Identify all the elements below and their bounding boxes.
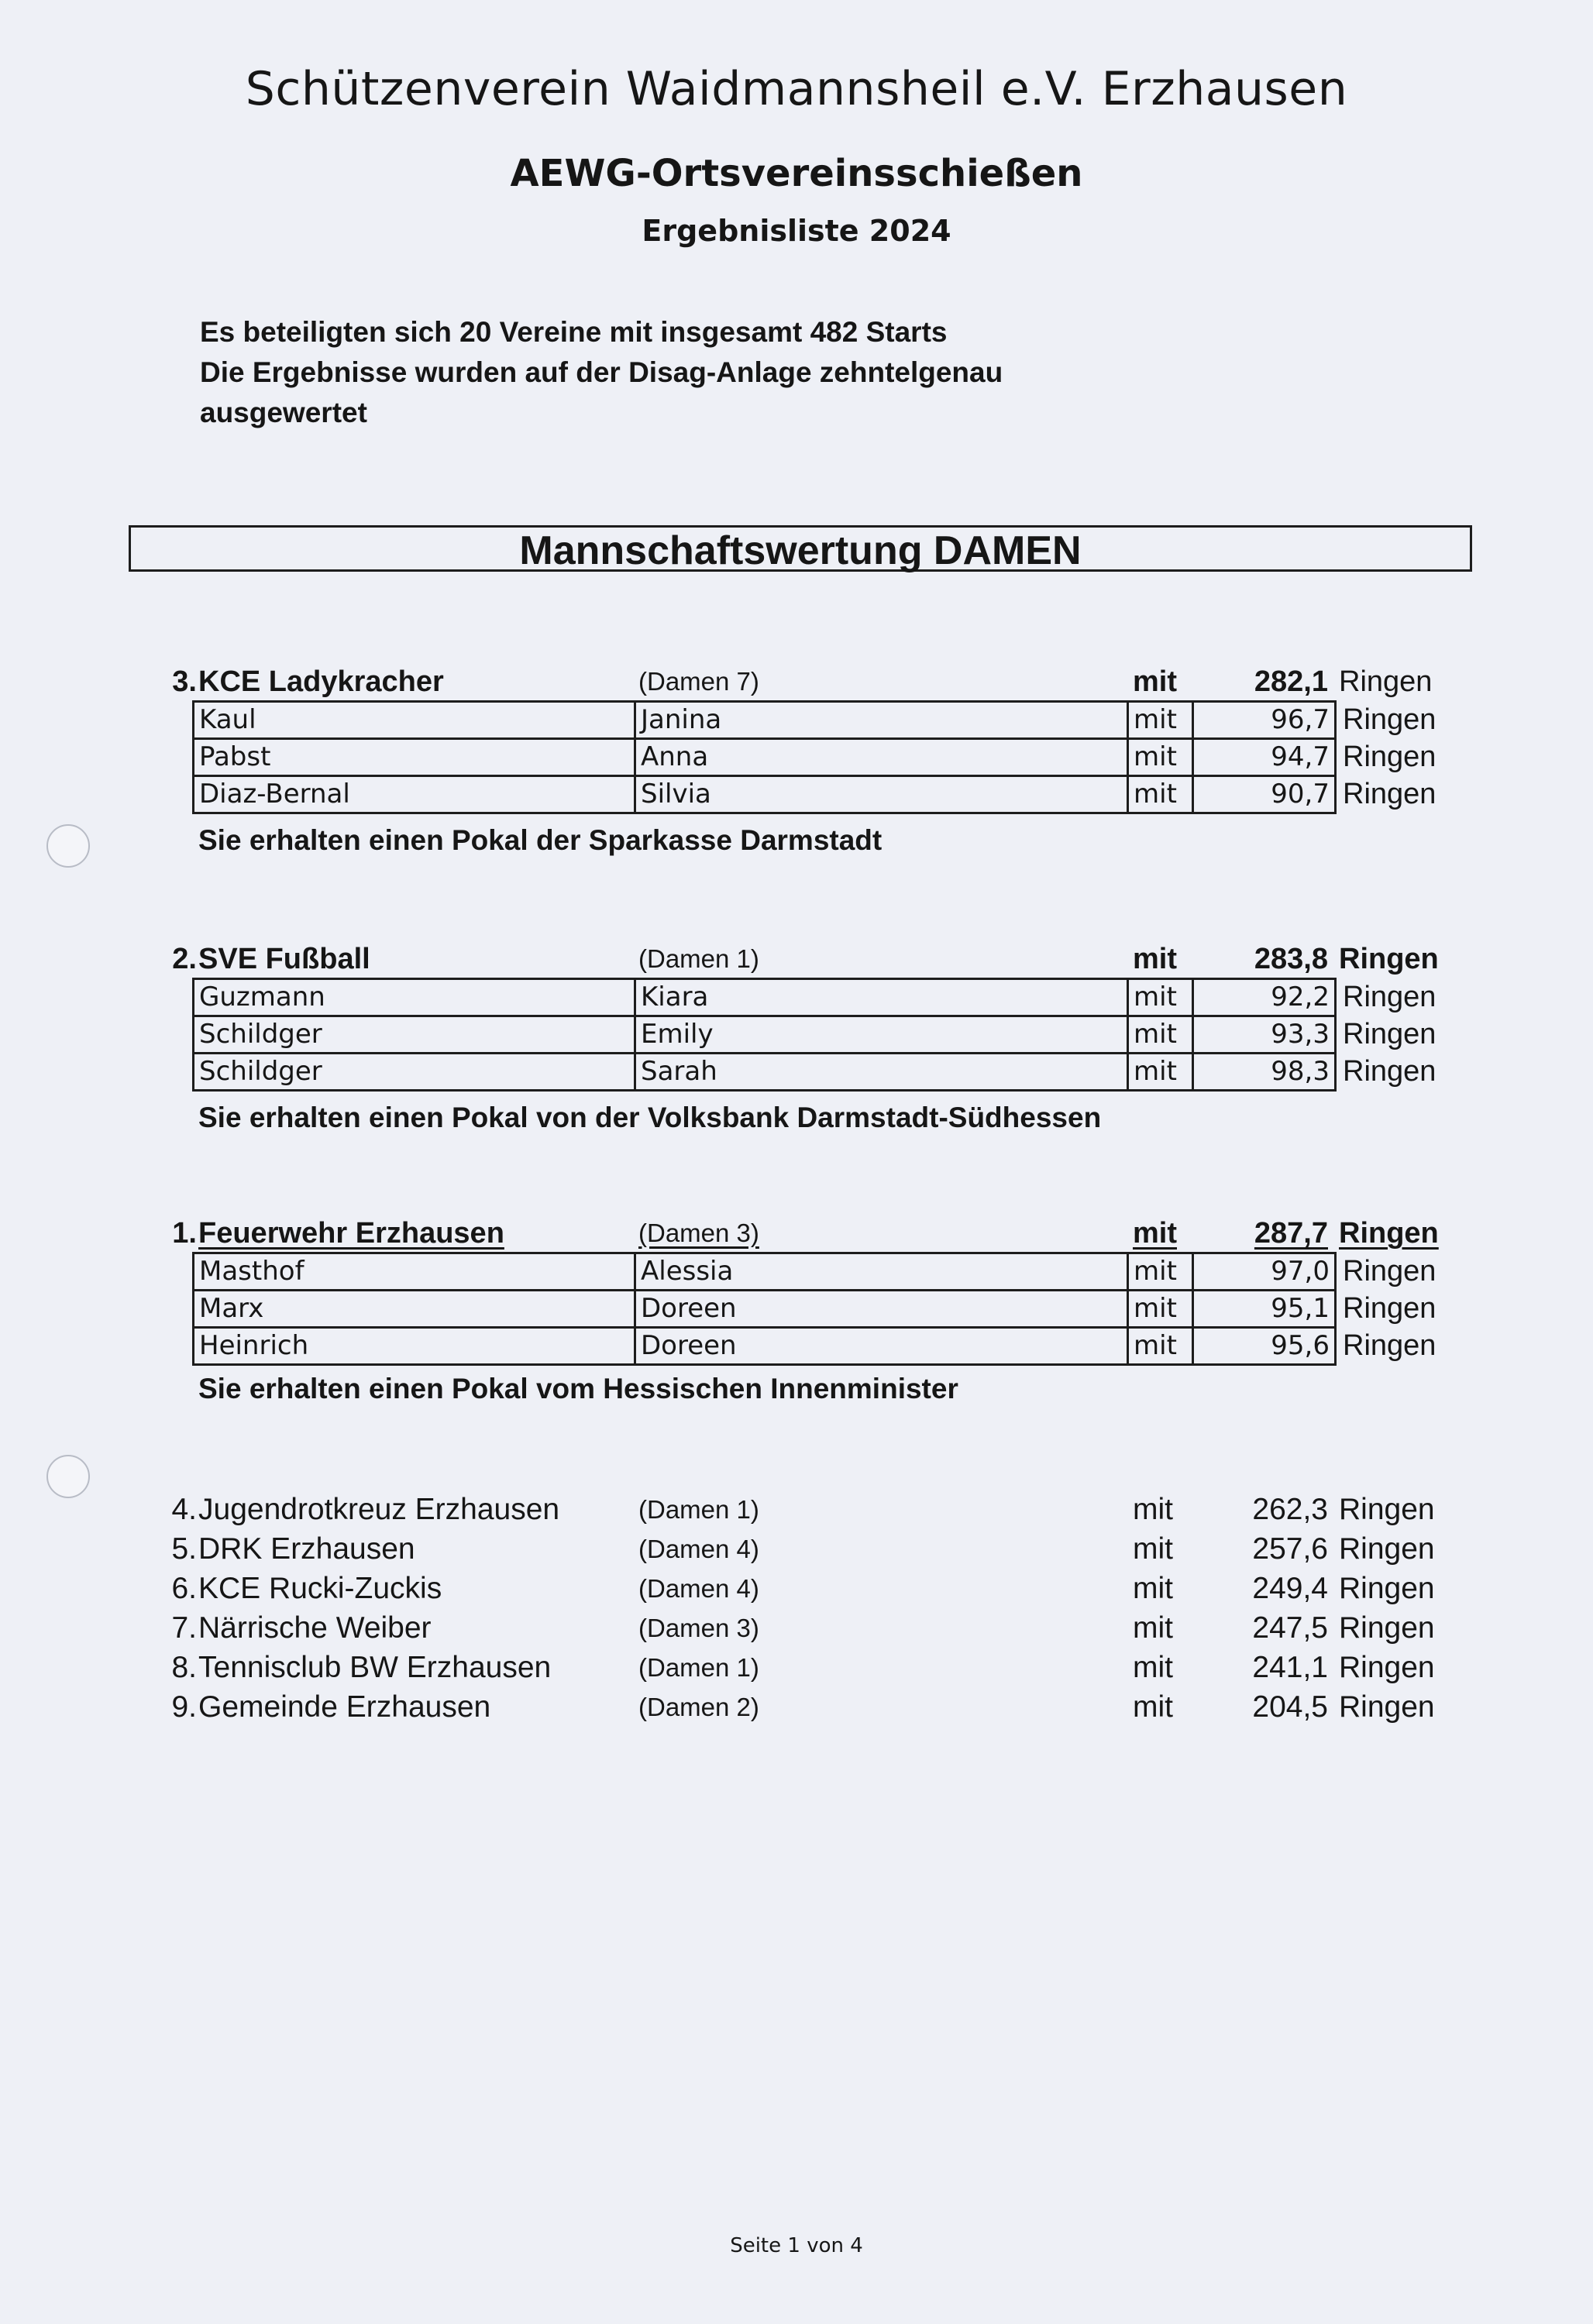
team-mit: mit (1133, 1572, 1173, 1605)
member-last-name: Marx (194, 1291, 635, 1328)
team-group: (Damen 3) (638, 1614, 759, 1642)
team-unit: Ringen (1339, 1611, 1435, 1645)
member-mit: mit (1128, 979, 1193, 1016)
event-title: AEWG-Ortsvereinsschießen (510, 152, 1083, 195)
member-mit: mit (1128, 1054, 1193, 1091)
member-unit: Ringen (1343, 741, 1436, 773)
team-mit: mit (1133, 943, 1177, 975)
team-name: Närrische Weiber (198, 1611, 432, 1645)
member-table (192, 978, 1443, 1092)
team-summary (0, 940, 1593, 978)
member-row (194, 979, 1442, 1016)
team-group: (Damen 3) (638, 1219, 759, 1247)
list-item (0, 1648, 1593, 1687)
member-first-name: Doreen (635, 1328, 1128, 1365)
team-name: DRK Erzhausen (198, 1532, 415, 1566)
member-score: 95,6 (1193, 1328, 1336, 1365)
list-item (0, 1490, 1593, 1529)
team-name: KCE Rucki-Zuckis (198, 1572, 442, 1605)
member-row (194, 1016, 1442, 1054)
team-unit: Ringen (1339, 665, 1433, 698)
member-mit: mit (1128, 739, 1193, 776)
list-title: Ergebnisliste 2024 (642, 214, 951, 248)
member-last-name: Heinrich (194, 1328, 635, 1365)
intro-line-3: ausgewertet (200, 397, 367, 428)
team-group: (Damen 1) (638, 944, 759, 973)
member-unit: Ringen (1343, 1055, 1436, 1088)
member-first-name: Alessia (635, 1253, 1128, 1291)
member-first-name: Doreen (635, 1291, 1128, 1328)
team-summary (0, 1215, 1593, 1252)
member-unit: Ringen (1343, 778, 1436, 810)
member-mit: mit (1128, 1016, 1193, 1054)
punch-hole-top (46, 824, 90, 868)
member-first-name: Silvia (635, 776, 1128, 813)
team-unit: Ringen (1339, 1572, 1435, 1605)
team-name: Feuerwehr Erzhausen (198, 1217, 504, 1250)
team-unit: Ringen (1339, 1532, 1435, 1566)
member-score: 92,2 (1193, 979, 1336, 1016)
team-unit: Ringen (1339, 943, 1439, 975)
team-score: 241,1 (1252, 1651, 1328, 1684)
rank: 4. (171, 1493, 197, 1526)
rank: 7. (171, 1611, 197, 1645)
member-row (194, 1054, 1442, 1091)
member-unit: Ringen (1343, 1255, 1436, 1287)
member-row (194, 1253, 1442, 1291)
member-score: 96,7 (1193, 702, 1336, 739)
team-mit: mit (1133, 665, 1177, 698)
team-mit: mit (1133, 1651, 1173, 1684)
rank: 5. (171, 1532, 197, 1566)
member-unit: Ringen (1343, 1018, 1436, 1050)
member-row (194, 702, 1442, 739)
member-first-name: Emily (635, 1016, 1128, 1054)
team-score: 287,7 (1254, 1217, 1328, 1250)
member-last-name: Guzmann (194, 979, 635, 1016)
team-name: Gemeinde Erzhausen (198, 1690, 491, 1724)
team-score: 262,3 (1252, 1493, 1328, 1526)
team-award: Sie erhalten einen Pokal vom Hessischen Innenminister (198, 1373, 958, 1404)
member-row (194, 1328, 1442, 1365)
member-unit: Ringen (1343, 703, 1436, 736)
team-group: (Damen 4) (638, 1574, 759, 1603)
list-item (0, 1609, 1593, 1648)
member-score: 97,0 (1193, 1253, 1336, 1291)
member-unit: Ringen (1343, 1329, 1436, 1362)
team-rank: 1. (172, 1217, 197, 1250)
team-unit: Ringen (1339, 1217, 1439, 1250)
page-footer: Seite 1 von 4 (730, 2234, 863, 2257)
team-unit: Ringen (1339, 1651, 1435, 1684)
team-score: 247,5 (1252, 1611, 1328, 1645)
list-item (0, 1530, 1593, 1569)
member-last-name: Schildger (194, 1054, 635, 1091)
team-mit: mit (1133, 1690, 1173, 1724)
team-award: Sie erhalten einen Pokal von der Volksbank Darmstadt-Südhessen (198, 1102, 1102, 1133)
member-row (194, 1291, 1442, 1328)
team-summary (0, 663, 1593, 700)
member-last-name: Schildger (194, 1016, 635, 1054)
member-mit: mit (1128, 776, 1193, 813)
member-row (194, 776, 1442, 813)
member-mit: mit (1128, 1291, 1193, 1328)
section-title: Mannschaftswertung DAMEN (129, 525, 1472, 572)
member-first-name: Janina (635, 702, 1128, 739)
team-rank: 2. (172, 943, 197, 975)
team-group: (Damen 4) (638, 1535, 759, 1563)
member-mit: mit (1128, 1328, 1193, 1365)
member-first-name: Sarah (635, 1054, 1128, 1091)
team-score: 283,8 (1254, 943, 1328, 975)
member-unit: Ringen (1343, 981, 1436, 1013)
member-score: 95,1 (1193, 1291, 1336, 1328)
team-name: Tennisclub BW Erzhausen (198, 1651, 552, 1684)
member-table (192, 700, 1443, 814)
member-last-name: Pabst (194, 739, 635, 776)
team-mit: mit (1133, 1532, 1173, 1566)
team-group: (Damen 7) (638, 667, 759, 696)
team-score: 249,4 (1252, 1572, 1328, 1605)
team-group: (Damen 2) (638, 1693, 759, 1721)
team-mit: mit (1133, 1217, 1177, 1250)
team-mit: mit (1133, 1493, 1173, 1526)
member-row (194, 739, 1442, 776)
team-rank: 3. (172, 665, 197, 698)
rank: 6. (171, 1572, 197, 1605)
member-first-name: Kiara (635, 979, 1128, 1016)
team-group: (Damen 1) (638, 1495, 759, 1524)
intro-line-1: Es beteiligten sich 20 Vereine mit insgesamt 482 Starts (200, 316, 948, 348)
member-score: 93,3 (1193, 1016, 1336, 1054)
team-score: 204,5 (1252, 1690, 1328, 1724)
member-score: 90,7 (1193, 776, 1336, 813)
member-score: 98,3 (1193, 1054, 1336, 1091)
rank: 9. (171, 1690, 197, 1724)
list-item (0, 1688, 1593, 1727)
team-group: (Damen 1) (638, 1653, 759, 1682)
team-name: KCE Ladykracher (198, 665, 444, 698)
member-table (192, 1252, 1443, 1366)
team-unit: Ringen (1339, 1493, 1435, 1526)
member-mit: mit (1128, 1253, 1193, 1291)
team-unit: Ringen (1339, 1690, 1435, 1724)
member-last-name: Diaz-Bernal (194, 776, 635, 813)
team-name: Jugendrotkreuz Erzhausen (198, 1493, 560, 1526)
team-score: 282,1 (1254, 665, 1328, 698)
intro-line-2: Die Ergebnisse wurden auf der Disag-Anlage zehntelgenau (200, 356, 1003, 388)
team-award: Sie erhalten einen Pokal der Sparkasse Darmstadt (198, 824, 883, 856)
member-score: 94,7 (1193, 739, 1336, 776)
member-first-name: Anna (635, 739, 1128, 776)
list-item (0, 1569, 1593, 1608)
member-mit: mit (1128, 702, 1193, 739)
rank: 8. (171, 1651, 197, 1684)
team-name: SVE Fußball (198, 943, 370, 975)
member-last-name: Masthof (194, 1253, 635, 1291)
team-score: 257,6 (1252, 1532, 1328, 1566)
member-last-name: Kaul (194, 702, 635, 739)
member-unit: Ringen (1343, 1292, 1436, 1325)
team-mit: mit (1133, 1611, 1173, 1645)
club-title: Schützenverein Waidmannsheil e.V. Erzhausen (245, 62, 1348, 116)
